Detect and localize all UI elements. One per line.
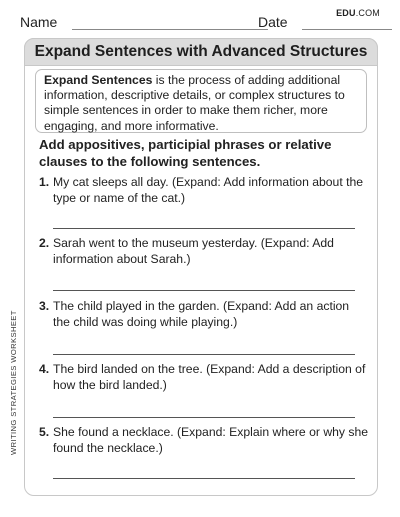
worksheet-header (20, 8, 380, 34)
brand-main: EDU (336, 8, 356, 18)
side-label: WRITING STRATEGIES WORKSHEET (9, 310, 18, 455)
answer-line-4[interactable] (53, 417, 355, 418)
question-text: She found a necklace. (Expand: Explain where or why she found the necklace.) (53, 425, 369, 455)
brand-suffix: .COM (355, 8, 380, 18)
question-number: 1. (39, 175, 50, 189)
instructions: Add appositives, participial phrases or relative clauses to the following sentences. (39, 137, 332, 169)
question-number: 3. (39, 299, 50, 313)
date-label: Date (258, 14, 288, 30)
question-text: The bird landed on the tree. (Expand: Add a description of how the bird landed.) (53, 362, 366, 392)
name-field-line[interactable] (72, 29, 268, 30)
question-number: 5. (39, 425, 50, 439)
definition-box (35, 69, 367, 133)
worksheet-title: Expand Sentences with Advanced Structures (24, 38, 378, 66)
question-number: 2. (39, 236, 50, 250)
question-text: Sarah went to the museum yesterday. (Expand: Add information about Sarah.) (53, 236, 334, 266)
date-field-line[interactable] (302, 29, 392, 30)
definition-term: Expand Sentences (44, 73, 153, 87)
answer-line-1[interactable] (53, 228, 355, 229)
question-text: My cat sleeps all day. (Expand: Add information about the type or name of the cat.) (53, 175, 364, 205)
worksheet-card (24, 38, 378, 496)
question-text: The child played in the garden. (Expand: Add an action the child was doing while playing.) (53, 299, 350, 329)
answer-line-5[interactable] (53, 478, 355, 479)
answer-line-3[interactable] (53, 354, 355, 355)
definition-text: is the process of adding additional information, descriptive details, or complex structures to simple sentences in order to make them richer, more engaging, and more informative. (44, 73, 345, 133)
brand-logo (336, 8, 380, 18)
question-number: 4. (39, 362, 50, 376)
name-label: Name (20, 14, 58, 30)
answer-line-2[interactable] (53, 290, 355, 291)
